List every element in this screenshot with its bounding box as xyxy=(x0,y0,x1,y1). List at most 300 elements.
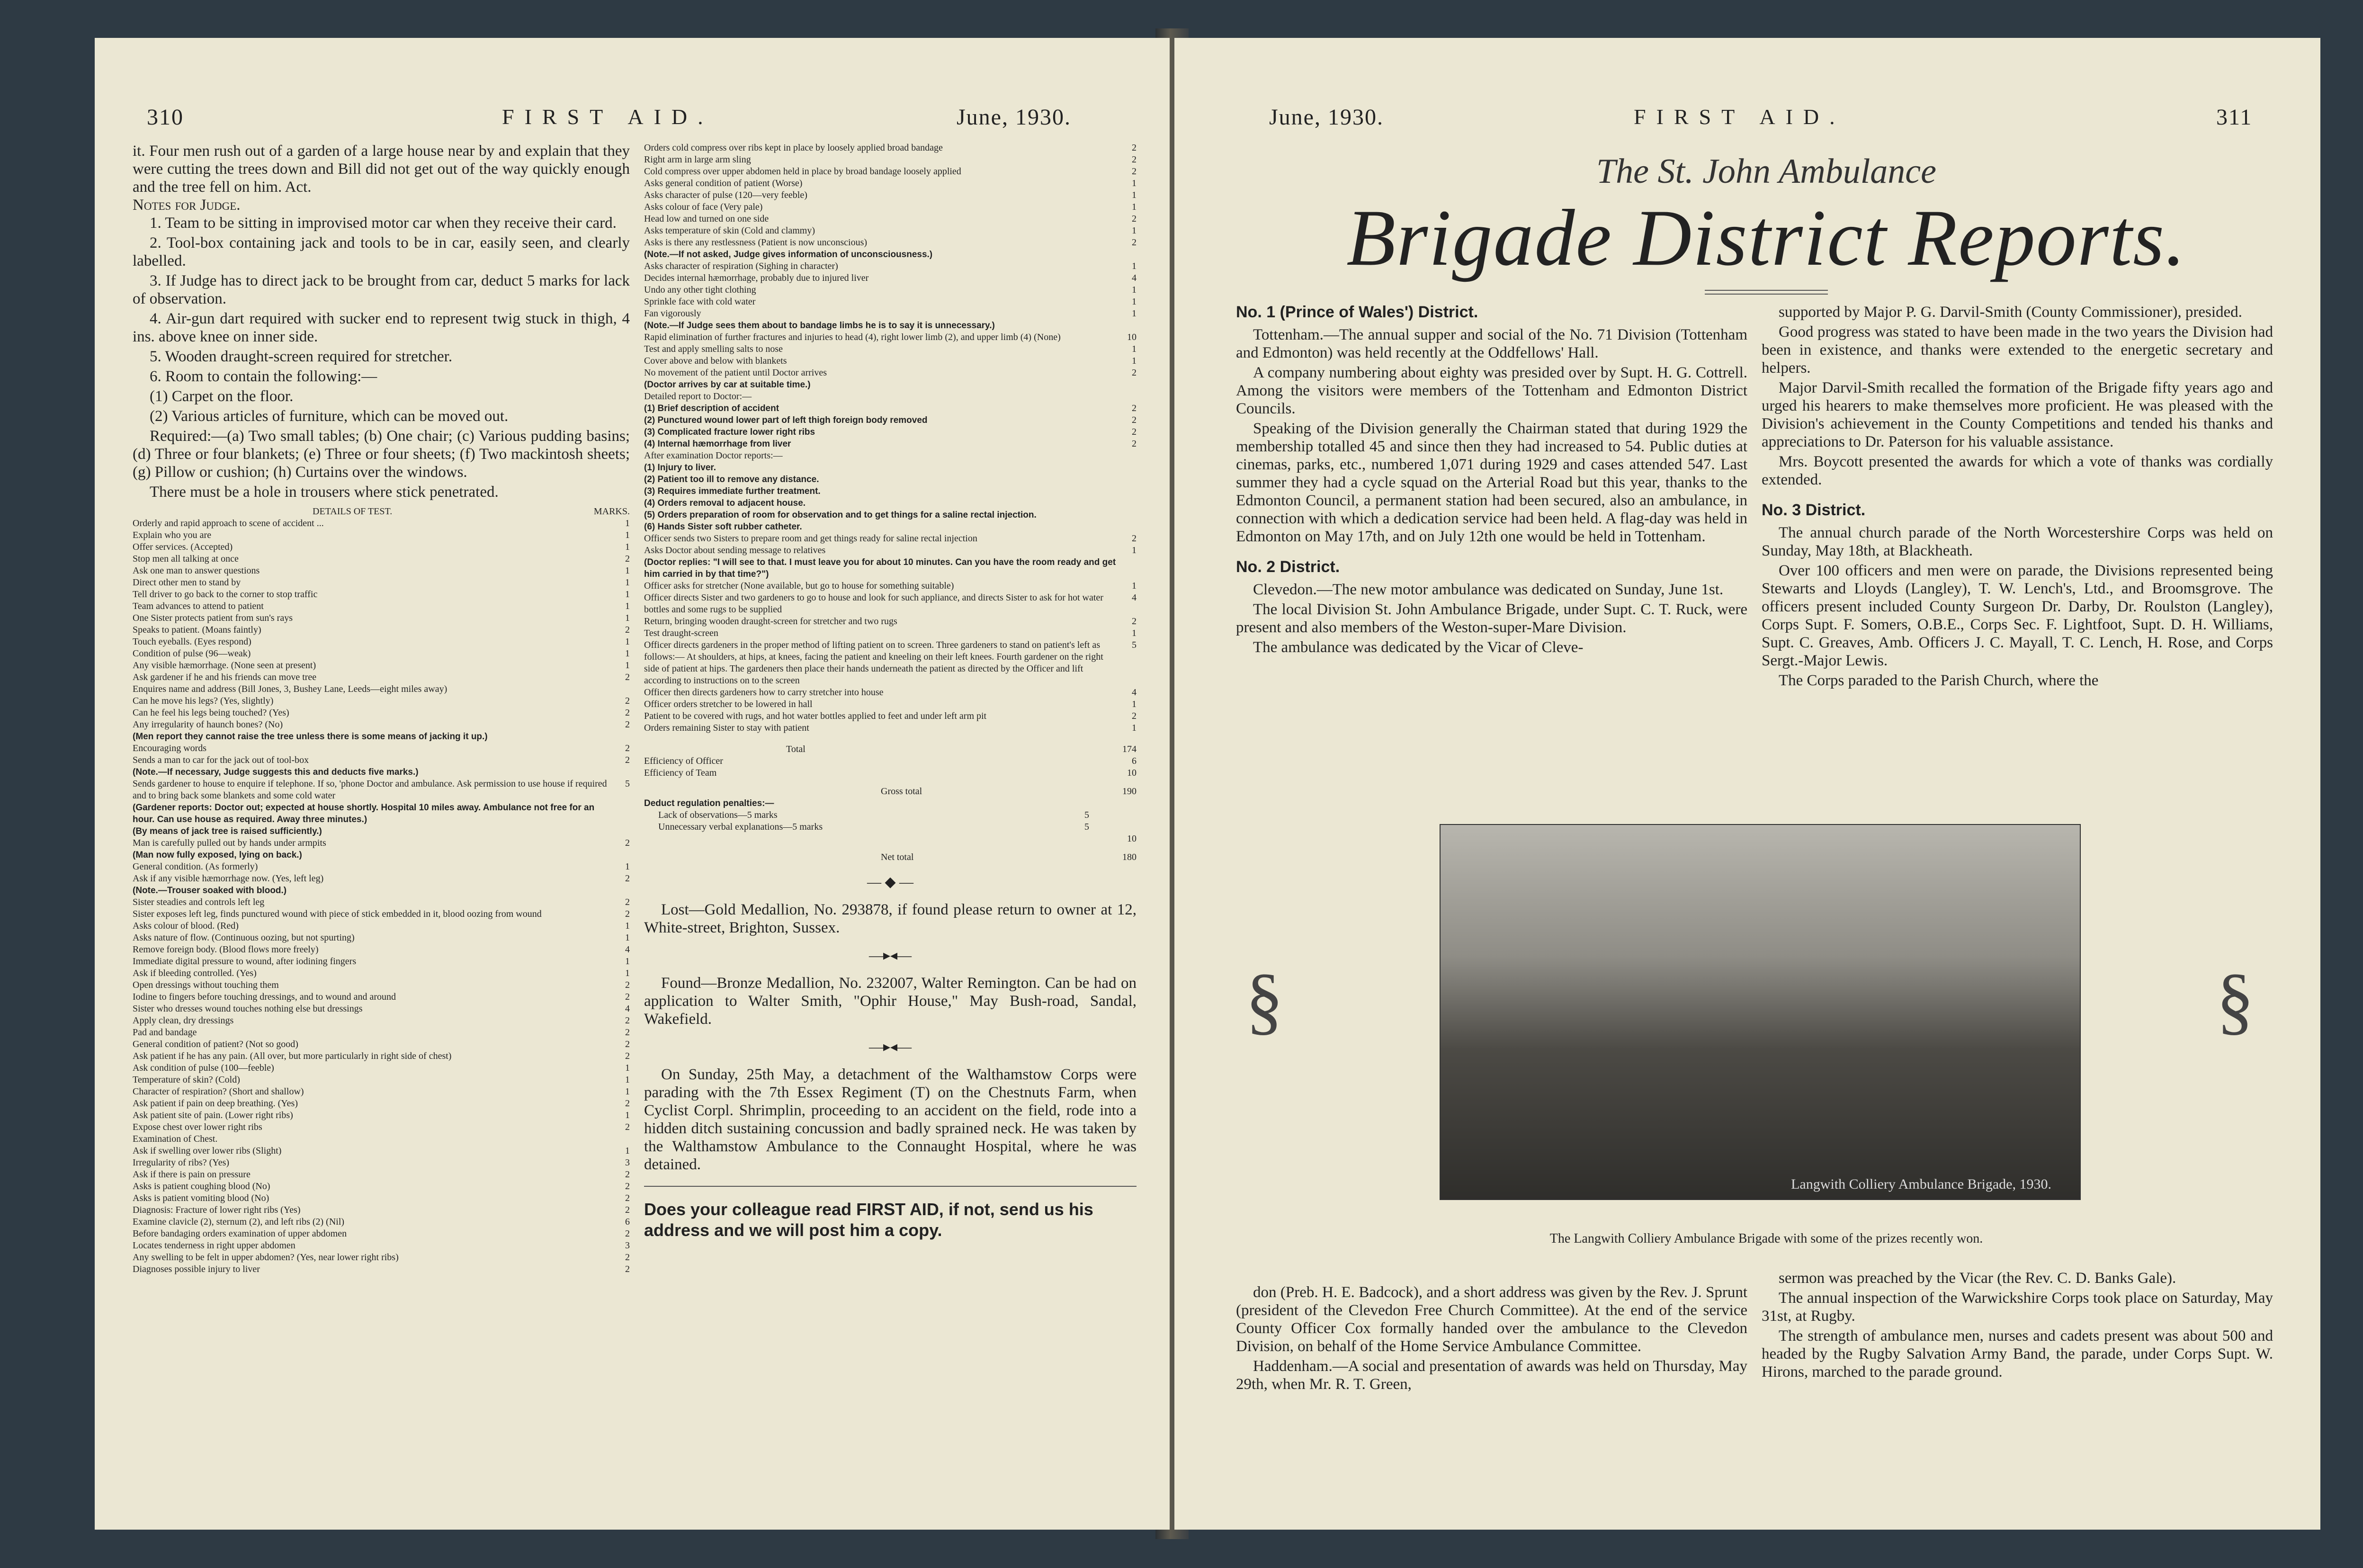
detail-marks: 4 xyxy=(1132,592,1137,603)
detail-row xyxy=(133,885,630,896)
detail-marks xyxy=(611,766,630,778)
detail-row xyxy=(133,636,630,648)
detail-marks xyxy=(1118,379,1137,391)
report-paragraph: A company numbering about eighty was presided over by Supt. H. G. Cottrell. Among the visitors were members of the Tottenham and Edmonton District Councils. xyxy=(1236,364,1747,417)
detail-row xyxy=(644,521,1137,533)
detail-text: General condition of patient? (Not so good) xyxy=(133,1039,298,1049)
detail-marks: 2 xyxy=(625,1169,630,1180)
divider-ornament-3: —▸◂— xyxy=(868,1039,912,1055)
detail-text: Examination of Chest. xyxy=(133,1134,218,1144)
detail-marks xyxy=(1118,556,1137,580)
detail-text: (Doctor replies: "I will see to that. I must leave you for about 10 minutes. Can you have the room ready and get him carried in by that time?") xyxy=(644,557,1116,579)
detail-marks: 1 xyxy=(625,1146,630,1156)
report-paragraph: Tottenham.—The annual supper and social of the No. 71 Division (Tottenham and Edmonton) was held recently at the Oddfellows' Hall. xyxy=(1236,326,1747,361)
detail-text: Ask if swelling over lower ribs (Slight) xyxy=(133,1146,282,1156)
detail-marks: 1 xyxy=(1132,190,1137,200)
detail-row xyxy=(133,1228,630,1240)
detail-text: Test and apply smelling salts to nose xyxy=(644,344,783,354)
right-page-number: 311 xyxy=(2216,105,2253,130)
detail-text: Encouraging words xyxy=(133,743,207,753)
judge-note: 1. Team to be sitting in improvised motor car when they receive their card. xyxy=(150,215,617,232)
detail-row xyxy=(133,873,630,885)
detail-marks: 1 xyxy=(1132,225,1137,236)
detail-row xyxy=(644,213,1137,225)
detail-row xyxy=(133,1098,630,1110)
detail-row xyxy=(133,672,630,683)
detail-row xyxy=(133,1145,630,1157)
detail-marks: 3 xyxy=(625,1157,630,1168)
detail-text: Immediate digital pressure to wound, after iodining fingers xyxy=(133,956,357,967)
detail-text: Team advances to attend to patient xyxy=(133,601,264,611)
detail-marks: 1 xyxy=(1132,178,1137,188)
detail-marks: 2 xyxy=(1132,533,1137,544)
detail-text: Patient to be covered with rugs, and hot water bottles applied to feet and under left arm pit xyxy=(644,711,987,721)
detail-row xyxy=(644,450,1137,462)
detail-marks: 2 xyxy=(1132,214,1137,224)
report-paragraph: Mrs. Boycott presented the awards for which a vote of thanks was cordially extended. xyxy=(1762,453,2273,488)
detail-row xyxy=(133,1216,630,1228)
deduct-total-row: 10 xyxy=(1127,833,1137,844)
detail-row xyxy=(133,956,630,968)
detail-marks: 2 xyxy=(625,873,630,884)
detail-marks: 2 xyxy=(625,1051,630,1061)
detail-marks: 2 xyxy=(1132,166,1137,177)
detail-text: (2) Patient too ill to remove any distance. xyxy=(644,475,819,484)
detail-text: Ask condition of pulse (100—feeble) xyxy=(133,1063,274,1073)
detail-row xyxy=(644,639,1137,687)
detail-text: Asks is patient vomiting blood (No) xyxy=(133,1193,269,1203)
detail-marks xyxy=(611,885,630,896)
detail-text: Pad and bandage xyxy=(133,1027,197,1038)
detail-text: (By means of jack tree is raised sufficiently.) xyxy=(133,826,322,836)
judge-note: There must be a hole in trousers where stick penetrated. xyxy=(150,484,499,501)
detail-marks: 1 xyxy=(1132,344,1137,354)
detail-marks: 1 xyxy=(625,921,630,931)
judge-note: 5. Wooden draught-screen required for stretcher. xyxy=(150,348,453,365)
detail-row xyxy=(133,754,630,766)
detail-row xyxy=(644,533,1137,545)
detail-row xyxy=(133,991,630,1003)
detail-text: Ask gardener if he and his friends can move tree xyxy=(133,672,317,682)
detail-row xyxy=(644,296,1137,308)
detail-text: Orders remaining Sister to stay with patient xyxy=(644,723,809,733)
detail-marks: 2 xyxy=(1132,154,1137,165)
detail-text: Ask one man to answer questions xyxy=(133,565,260,576)
detail-text: Asks is there any restlessness (Patient is now unconscious) xyxy=(644,237,868,248)
detail-marks: 1 xyxy=(625,565,630,576)
detail-row xyxy=(644,687,1137,699)
detail-text: Ask if there is pain on pressure xyxy=(133,1169,251,1180)
detail-row xyxy=(133,920,630,932)
detail-text: Sister who dresses wound touches nothing else but dressings xyxy=(133,1004,363,1014)
detail-row xyxy=(133,719,630,731)
left-page-number: 310 xyxy=(147,105,184,130)
detail-marks xyxy=(611,731,630,743)
detail-row xyxy=(133,1027,630,1039)
detail-row xyxy=(644,237,1137,249)
detail-row xyxy=(644,367,1137,379)
details-header xyxy=(133,506,630,518)
report-paragraph: Clevedon.—The new motor ambulance was dedicated on Sunday, June 1st. xyxy=(1253,581,1724,598)
detail-text: Head low and turned on one side xyxy=(644,214,769,224)
detail-row xyxy=(644,178,1137,189)
walthamstow-notice: On Sunday, 25th May, a detachment of the Walthamstow Corps were parading with the 7th Essex Regiment (T) on the Chestnuts Farm, when Cyclist Corpl. Shrimplin, proceeding to an accident on the field, rode into a hidden ditch sustaining concussion and badly sprained neck. He was taken by the Walthamstow Ambulance to the Connaught Hospital, where he was detained. xyxy=(644,1066,1137,1173)
detail-text: Condition of pulse (96—weak) xyxy=(133,648,251,659)
detail-text: (Note.—If necessary, Judge suggests this and deducts five marks.) xyxy=(133,767,419,777)
detail-marks: 1 xyxy=(1132,308,1137,319)
detail-row xyxy=(133,743,630,754)
detail-row xyxy=(133,908,630,920)
detail-text: Asks general condition of patient (Worse) xyxy=(644,178,803,188)
detail-marks: 5 xyxy=(1132,640,1137,650)
district-3-text xyxy=(1762,524,2273,690)
detail-text: Tell driver to go back to the corner to stop traffic xyxy=(133,589,318,600)
detail-text: (4) Orders removal to adjacent house. xyxy=(644,498,806,508)
detail-row xyxy=(644,438,1137,450)
left-page xyxy=(95,38,1170,1530)
detail-text: Enquires name and address (Bill Jones, 3, Bushey Lane, Leeds—eight miles away) xyxy=(133,684,448,694)
detail-text: Undo any other tight clothing xyxy=(644,285,756,295)
detail-marks: 4 xyxy=(625,944,630,955)
detail-marks: 2 xyxy=(1132,616,1137,627)
detail-text: Sprinkle face with cold water xyxy=(644,296,756,307)
notes-for-judge-label: Notes for Judge. xyxy=(133,197,241,214)
detail-marks: 1 xyxy=(1132,581,1137,591)
detail-row xyxy=(133,695,630,707)
detail-text: (Note.—Trouser soaked with blood.) xyxy=(133,886,287,896)
detail-row xyxy=(644,332,1137,343)
right-page xyxy=(1174,38,2320,1530)
detail-text: Character of respiration? (Short and shallow) xyxy=(133,1086,304,1097)
photo-inset-caption: Langwith Colliery Ambulance Brigade, 1930. xyxy=(1791,1176,2051,1192)
detail-marks xyxy=(1118,485,1137,497)
lack-row: Lack of observations—5 marks 5 xyxy=(658,810,1089,820)
detail-marks xyxy=(1118,509,1137,521)
haddenham-continued-text xyxy=(1762,303,2273,489)
report-paragraph: The strength of ambulance men, nurses and cadets present was about 500 and headed by the Rugby Salvation Army Band, the parade, under Corps Supt. W. Hirons, marched to the parade ground. xyxy=(1762,1327,2273,1380)
detail-row xyxy=(133,1062,630,1074)
detail-text: Iodine to fingers before touching dressings, and to wound and around xyxy=(133,992,396,1002)
detail-text: Can he move his legs? (Yes, slightly) xyxy=(133,696,274,706)
detail-text: Offer services. (Accepted) xyxy=(133,542,233,552)
detail-row xyxy=(133,778,630,802)
detail-marks: 2 xyxy=(625,708,630,718)
detail-marks: 1 xyxy=(1132,296,1137,307)
judge-note: (2) Various articles of furniture, which can be moved out. xyxy=(150,408,509,425)
photo-caption: The Langwith Colliery Ambulance Brigade with some of the prizes recently won. xyxy=(1549,1231,1983,1246)
found-notice: Found—Bronze Medallion, No. 232007, Walter Remington. Can be had on application to Walter Smith, "Ophir House," May Bush-road, Sandal, Wakefield. xyxy=(644,975,1137,1028)
detail-marks: 2 xyxy=(625,1015,630,1026)
detail-row xyxy=(644,201,1137,213)
detail-text: (Gardener reports: Doctor out; expected at house shortly. Hospital 10 miles away. Ambulance not free for an hour. Can use house as required. Away three minutes.) xyxy=(133,803,595,824)
detail-text: Locates tenderness in right upper abdomen xyxy=(133,1240,295,1251)
efficiency-team-row: Efficiency of Team 10 xyxy=(644,768,1137,778)
detail-marks: 6 xyxy=(625,1217,630,1227)
detail-marks: 1 xyxy=(625,518,630,529)
detail-row xyxy=(133,1074,630,1086)
detail-text: Stop men all talking at once xyxy=(133,554,239,564)
detail-row xyxy=(133,1086,630,1098)
warwickshire-text xyxy=(1762,1269,2273,1381)
title-line-2: Brigade District Reports. xyxy=(1346,193,2186,282)
detail-row xyxy=(644,272,1137,284)
detail-marks: 1 xyxy=(625,577,630,588)
detail-marks: 1 xyxy=(625,542,630,552)
detail-text: Any visible hæmorrhage. (None seen at present) xyxy=(133,660,316,671)
detail-text: Speaks to patient. (Moans faintly) xyxy=(133,625,261,635)
detail-text: General condition. (As formerly) xyxy=(133,861,258,872)
left-page-date: June, 1930. xyxy=(957,105,1071,130)
detail-row xyxy=(133,660,630,672)
detail-text: Diagnosis: Fracture of lower right ribs (Yes) xyxy=(133,1205,301,1215)
detail-marks: 1 xyxy=(625,1110,630,1120)
detail-marks: 2 xyxy=(625,554,630,564)
detail-marks: 1 xyxy=(625,1063,630,1073)
total-row: Total 174 xyxy=(786,744,1137,754)
detail-marks: 2 xyxy=(1132,403,1137,413)
detail-marks xyxy=(1118,521,1137,533)
detail-marks: 2 xyxy=(1132,367,1137,378)
detail-marks: 4 xyxy=(625,1004,630,1014)
detail-row xyxy=(133,553,630,565)
detail-row xyxy=(133,577,630,589)
detail-row xyxy=(644,154,1137,166)
detail-row xyxy=(644,592,1137,616)
detail-marks: 1 xyxy=(1132,356,1137,366)
detail-row xyxy=(133,541,630,553)
detail-row xyxy=(133,1003,630,1015)
detail-marks: 1 xyxy=(625,1075,630,1085)
detail-row xyxy=(644,545,1137,556)
left-column-2 xyxy=(644,142,1137,1506)
detail-row xyxy=(644,379,1137,391)
detail-text: (5) Orders preparation of room for observation and to get things for a saline rectal injection. xyxy=(644,510,1037,520)
detail-marks: 1 xyxy=(625,601,630,611)
lost-notice: Lost—Gold Medallion, No. 293878, if found please return to owner at 12, White-street, Brighton, Sussex. xyxy=(644,901,1137,936)
detail-marks xyxy=(611,825,630,837)
judge-note: 2. Tool-box containing jack and tools to be in car, easily seen, and clearly labelled. xyxy=(133,234,630,269)
detail-row xyxy=(644,616,1137,627)
detail-text: Test draught-screen xyxy=(644,628,718,638)
detail-text: One Sister protects patient from sun's rays xyxy=(133,613,293,623)
detail-text: Ask patient site of pain. (Lower right ribs) xyxy=(133,1110,293,1120)
left-scroll-ornament: § xyxy=(1245,958,1283,1042)
detail-row xyxy=(644,284,1137,296)
report-paragraph: Haddenham.—A social and presentation of awards was held on Thursday, May 29th, when Mr. R. T. Green, xyxy=(1236,1358,1747,1393)
detail-text: Explain who you are xyxy=(133,530,212,540)
detail-text: Sister exposes left leg, finds punctured wound with piece of stick embedded in it, blood oozing from wound xyxy=(133,909,542,919)
detail-marks: 1 xyxy=(625,956,630,967)
detail-row xyxy=(133,968,630,979)
detail-marks: 2 xyxy=(1132,439,1137,449)
detail-text: Rapid elimination of further fractures and injuries to head (4), right lower limb (2), and upper limb (4) (None) xyxy=(644,332,1061,342)
detail-text: Open dressings without touching them xyxy=(133,980,279,990)
detail-marks: 1 xyxy=(625,968,630,978)
detail-text: Detailed report to Doctor:— xyxy=(644,391,752,402)
detail-marks: 1 xyxy=(625,660,630,671)
detail-marks: 1 xyxy=(625,861,630,872)
detail-row xyxy=(644,249,1137,260)
detail-text: Ask if any visible hæmorrhage now. (Yes, left leg) xyxy=(133,873,324,884)
detail-text: Officer directs Sister and two gardeners to go to house and look for such appliance, and directs Sister to ask for hot water bottles and some rugs to be supplied xyxy=(644,592,1103,615)
detail-marks: 2 xyxy=(625,909,630,919)
detail-marks: 1 xyxy=(1132,285,1137,295)
detail-row xyxy=(644,497,1137,509)
detail-text: Return, bringing wooden draught-screen for stretcher and two rugs xyxy=(644,616,897,627)
detail-text: Sends a man to car for the jack out of tool-box xyxy=(133,755,309,765)
detail-marks: 2 xyxy=(625,1122,630,1132)
detail-row xyxy=(644,462,1137,474)
efficiency-officer-row: Efficiency of Officer 6 xyxy=(644,756,1137,766)
detail-row xyxy=(644,343,1137,355)
district-3-heading: No. 3 District. xyxy=(1762,501,1866,519)
detail-text: Expose chest over lower right ribs xyxy=(133,1122,262,1132)
detail-text: Ask if bleeding controlled. (Yes) xyxy=(133,968,257,978)
detail-row xyxy=(644,509,1137,521)
detail-text: Any irregularity of haunch bones? (No) xyxy=(133,719,283,730)
totals-block xyxy=(644,744,1137,863)
detail-text: Right arm in large arm sling xyxy=(644,154,751,165)
detail-text: Temperature of skin? (Cold) xyxy=(133,1075,240,1085)
district-1-heading: No. 1 (Prince of Wales') District. xyxy=(1236,303,1478,321)
detail-marks xyxy=(1118,450,1137,462)
detail-text: Ask patient if he has any pain. (All over, but more particularly in right side of chest) xyxy=(133,1051,452,1061)
detail-text: Decides internal hæmorrhage, probably due to injured liver xyxy=(644,273,869,283)
detail-row xyxy=(133,707,630,719)
detail-marks: 1 xyxy=(625,636,630,647)
detail-marks: 1 xyxy=(1132,202,1137,212)
detail-row xyxy=(133,944,630,956)
detail-marks: 2 xyxy=(625,1193,630,1203)
left-column-1 xyxy=(133,142,630,1506)
detail-marks: 2 xyxy=(1132,143,1137,153)
detail-marks: 2 xyxy=(625,1027,630,1038)
detail-text: Ask patient if pain on deep breathing. (Yes) xyxy=(133,1098,298,1109)
title-block xyxy=(1316,152,2216,295)
detail-row xyxy=(644,355,1137,367)
detail-row xyxy=(133,1181,630,1192)
detail-row xyxy=(133,624,630,636)
detail-row xyxy=(644,260,1137,272)
detail-marks: 2 xyxy=(625,1098,630,1109)
details-list-2 xyxy=(644,142,1137,734)
detail-row xyxy=(133,600,630,612)
detail-text: Asks nature of flow. (Continuous oozing, but not spurting) xyxy=(133,932,355,943)
detail-marks: 2 xyxy=(625,1228,630,1239)
detail-marks: 2 xyxy=(625,672,630,682)
detail-marks: 2 xyxy=(625,625,630,635)
detail-text: Apply clean, dry dressings xyxy=(133,1015,234,1026)
detail-row xyxy=(644,722,1137,734)
detail-marks xyxy=(1118,497,1137,509)
detail-text: Officer directs gardeners in the proper method of lifting patient on to screen. Three gardeners to stand on patient's left as follows:— At shoulders, at hips, at knees, facing the patient and kneeling on their left knees. Fourth gardener on the right side of patient at hips. The gardeners then place their hands underneath the patient as directed by the Officer and lift according to instructions on to the screen xyxy=(644,640,1103,686)
detail-text: Asks temperature of skin (Cold and clammy) xyxy=(644,225,815,236)
detail-marks: 2 xyxy=(625,719,630,730)
detail-row xyxy=(644,580,1137,592)
detail-marks: 1 xyxy=(625,932,630,943)
detail-row xyxy=(133,529,630,541)
detail-marks xyxy=(1118,249,1137,260)
detail-text: Sends gardener to house to enquire if telephone. If so, 'phone Doctor and ambulance. Ask permission to use house if required and to bring back some blankets and some cold water xyxy=(133,779,607,801)
detail-row xyxy=(644,556,1137,580)
detail-row xyxy=(644,403,1137,414)
detail-text: (Man now fully exposed, lying on back.) xyxy=(133,850,302,860)
detail-text: (1) Brief description of accident xyxy=(644,403,779,413)
detail-text: (2) Punctured wound lower part of left thigh foreign body removed xyxy=(644,415,928,425)
detail-row xyxy=(133,861,630,873)
detail-text: Asks character of respiration (Sighing in character) xyxy=(644,261,838,271)
detail-text: Sister steadies and controls left leg xyxy=(133,897,265,907)
report-paragraph: Speaking of the Division generally the Chairman stated that during 1929 the membership totalled 45 and since then they had increased to 54. Public duties at cinemas, parks, etc., numbered 1,071 during 1929 and cases attended 547. Last summer they had a cycle squad on the Arterial Road but this year, thanks to the Edmonton Council, a permanent station had been secured, also an ambulance, in connection with which a dedication service had been held. A flag-day was held in Edmonton on May 17th, and on July 12th one would be held in Tottenham. xyxy=(1236,420,1747,545)
clevedon-continued-text xyxy=(1236,1283,1747,1393)
detail-text: (Men report they cannot raise the tree unless there is some means of jacking it up.) xyxy=(133,732,488,742)
detail-marks: 2 xyxy=(1132,711,1137,721)
judge-note: Required:—(a) Two small tables; (b) One chair; (c) Various pudding basins; (d) Three or four blankets; (e) Three or four sheets; (f) Two mackintosh sheets; (g) Pillow or cushion; (h) Curtains over the windows. xyxy=(133,428,630,481)
detail-text: (6) Hands Sister soft rubber catheter. xyxy=(644,522,802,532)
detail-text: Asks colour of face (Very pale) xyxy=(644,202,763,212)
right-column-2 xyxy=(1762,303,2273,848)
detail-marks: 2 xyxy=(1132,415,1137,425)
detail-marks: 2 xyxy=(1132,237,1137,248)
detail-row xyxy=(644,189,1137,201)
district-1-text xyxy=(1236,326,1747,546)
detail-row xyxy=(133,802,630,825)
detail-marks: 1 xyxy=(625,530,630,540)
detail-text: Asks Doctor about sending message to relatives xyxy=(644,545,826,556)
detail-row xyxy=(644,474,1137,485)
detail-text: Orders cold compress over ribs kept in place by loosely applied broad bandage xyxy=(644,143,943,153)
detail-marks xyxy=(611,849,630,861)
report-paragraph: don (Preb. H. E. Badcock), and a short address was given by the Rev. J. Sprunt (president of the Clevedon Free Church Committee). At the end of the service County Officer Cox formally handed over the ambulance to the Clevedon Division, on behalf of the Home Service Ambulance Committee. xyxy=(1236,1284,1747,1355)
detail-marks: 5 xyxy=(625,779,630,789)
report-paragraph: Major Darvil-Smith recalled the formation of the Brigade fifty years ago and urged his hearers to make themselves more proficient. He was pleased with the Division's achievement in the County Competitions and tended his thanks and appreciations to Dr. Paterson for his valuable assistance. xyxy=(1762,379,2273,450)
right-column-bottom-1 xyxy=(1236,1283,1747,1511)
detail-row xyxy=(133,1121,630,1133)
detail-marks: 2 xyxy=(625,755,630,765)
detail-row xyxy=(644,320,1137,332)
detail-text: Officer then directs gardeners how to carry stretcher into house xyxy=(644,687,884,698)
title-line-1: The St. John Ambulance xyxy=(1596,152,1936,191)
detail-text: Remove foreign body. (Blood flows more freely) xyxy=(133,944,319,955)
divider-rule xyxy=(644,1186,1137,1187)
detail-marks xyxy=(1118,462,1137,474)
report-paragraph: sermon was preached by the Vicar (the Rev. C. D. Banks Gale). xyxy=(1779,1270,2176,1287)
detail-marks xyxy=(1118,474,1137,485)
divider-ornament: — ◆ — xyxy=(867,874,914,890)
detail-marks: 2 xyxy=(625,1252,630,1263)
detail-text: (Doctor arrives by car at suitable time.) xyxy=(644,380,811,390)
detail-row xyxy=(644,308,1137,320)
detail-marks: 4 xyxy=(1132,273,1137,283)
net-total-value: 180 xyxy=(1122,852,1137,862)
verbal-row: Unnecessary verbal explanations—5 marks 5 xyxy=(658,822,1089,832)
detail-row xyxy=(133,612,630,624)
right-scroll-ornament: § xyxy=(2216,958,2254,1042)
detail-row xyxy=(133,1192,630,1204)
detail-row xyxy=(133,1133,630,1145)
detail-text: Man is carefully pulled out by hands under armpits xyxy=(133,838,326,848)
report-paragraph: The local Division St. John Ambulance Brigade, under Supt. C. T. Ruck, were present and also members of the Weston-super-Mare Division. xyxy=(1236,601,1747,636)
report-paragraph: The annual church parade of the North Worcestershire Corps was held on Sunday, May 18th, at Blackheath. xyxy=(1762,524,2273,559)
detail-marks: 2 xyxy=(625,1205,630,1215)
detail-marks: 2 xyxy=(625,838,630,848)
detail-row xyxy=(133,589,630,600)
detail-text: Examine clavicle (2), sternum (2), and left ribs (2) (Nil) xyxy=(133,1217,345,1227)
detail-row xyxy=(133,1240,630,1252)
detail-marks: 1 xyxy=(625,589,630,600)
detail-marks: 1 xyxy=(1132,723,1137,733)
detail-text: (Note.—If not asked, Judge gives information of unconsciousness.) xyxy=(644,250,933,260)
